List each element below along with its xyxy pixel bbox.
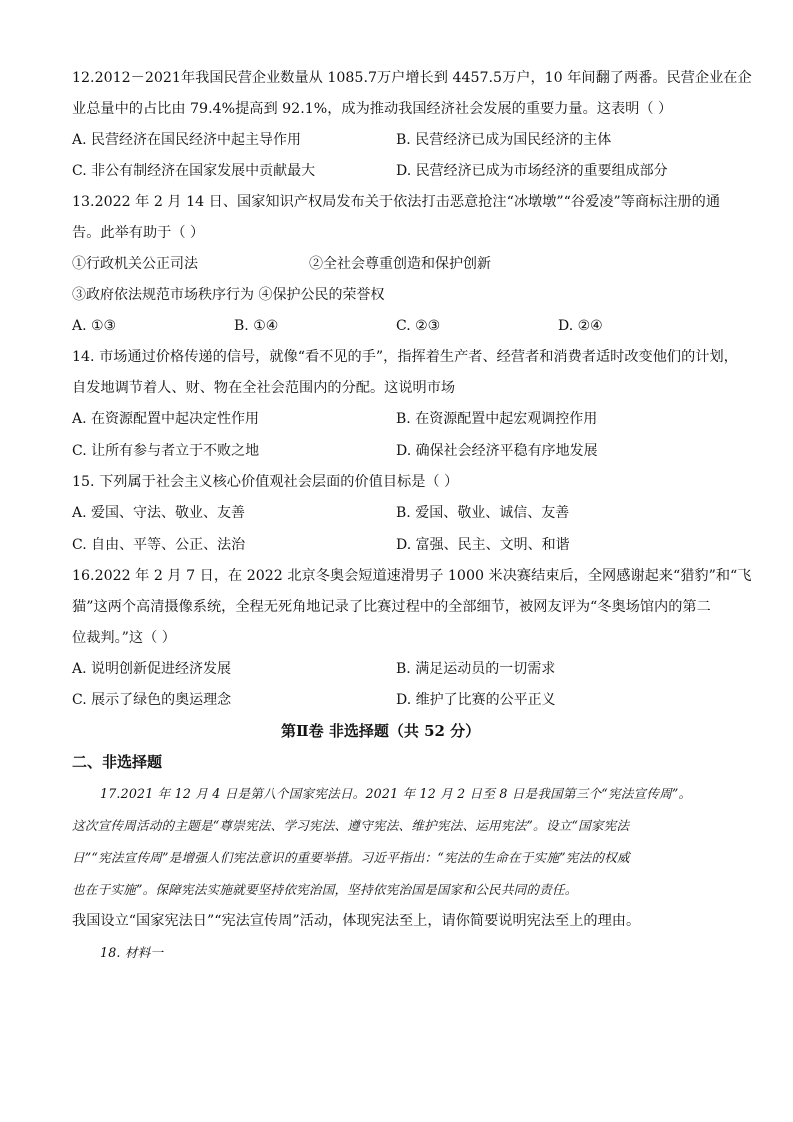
q13-option-b: B. ①④ bbox=[234, 318, 279, 334]
q14-option-d: D. 确保社会经济平稳有序地发展 bbox=[396, 443, 598, 459]
q14-option-c: C. 让所有参与者立于不败之地 bbox=[72, 443, 260, 459]
q15-option-d: D. 富强、民主、文明、和谐 bbox=[396, 537, 570, 553]
q16-stem-line1: 16.2022 年 2 月 7 日，在 2022 北京冬奥会短道速滑男子 1000 米决赛结束后，全网感谢起来“猎豹”和“飞 bbox=[72, 568, 752, 584]
q14-option-a: A. 在资源配置中起决定性作用 bbox=[72, 411, 260, 427]
q16-option-d: D. 维护了比赛的公平正义 bbox=[396, 692, 556, 708]
q17-material-line3: 日”“宪法宣传周”是增强人们宪法意识的重要举措。习近平指出：“宪法的生命在于实施”宪法的权威 bbox=[72, 850, 630, 865]
q15-option-c: C. 自由、平等、公正、法治 bbox=[72, 537, 246, 553]
q13-option-a: A. ①③ bbox=[72, 318, 117, 334]
q13-stem-line2: 告。此举有助于（ ） bbox=[72, 225, 205, 241]
q14-option-b: B. 在资源配置中起宏观调控作用 bbox=[396, 411, 598, 427]
section-heading: 二、非选择题 bbox=[72, 753, 163, 771]
q13-stem-line1: 13.2022 年 2 月 14 日、国家知识产权局发布关于依法打击恶意抢注“冰墩墩”“谷爱凌”等商标注册的通 bbox=[72, 194, 721, 210]
q16-stem-line2: 猫”这两个高清摄像系统，全程无死角地记录了比赛过程中的全部细节，被网友评为“冬奥场馆内的第二 bbox=[72, 599, 711, 615]
q13-option-c: C. ②③ bbox=[396, 318, 441, 334]
q16-option-b: B. 满足运动员的一切需求 bbox=[396, 661, 556, 677]
q12-option-c: C. 非公有制经济在国家发展中贡献最大 bbox=[72, 163, 316, 179]
q18-label: 18. 材料一 bbox=[100, 945, 164, 960]
q12-stem-line2: 业总量中的占比由 79.4%提高到 92.1%，成为推动我国经济社会发展的重要力量。这表明（ ） bbox=[72, 101, 673, 117]
q17-material-line1: 17.2021 年 12 月 4 日是第八个国家宪法日。2021 年 12 月 2 日至 8 日是我国第三个“宪法宣传周”。 bbox=[100, 786, 692, 801]
q13-item-2: ②全社会尊重创造和保护创新 bbox=[309, 256, 491, 272]
q16-stem-line3: 位裁判。”这（ ） bbox=[72, 630, 176, 646]
q15-option-b: B. 爱国、敬业、诚信、友善 bbox=[396, 505, 570, 521]
q14-stem-line2: 自发地调节着人、财、物在全社会范围内的分配。这说明市场 bbox=[72, 380, 456, 396]
q13-item-3-4: ③政府依法规范市场秩序行为 ④保护公民的荣誉权 bbox=[72, 287, 385, 303]
q12-option-a: A. 民营经济在国民经济中起主导作用 bbox=[72, 132, 302, 148]
q13-item-1: ①行政机关公正司法 bbox=[72, 256, 198, 272]
q16-option-c: C. 展示了绿色的奥运理念 bbox=[72, 692, 232, 708]
q15-option-a: A. 爱国、守法、敬业、友善 bbox=[72, 505, 246, 521]
q17-material-line2: 这次宣传周活动的主题是“尊崇宪法、学习宪法、遵守宪法、维护宪法、运用宪法”。设立“国家宪法 bbox=[72, 818, 630, 833]
q17-material-line4: 也在于实施”。保障宪法实施就要坚持依宪治国，坚持依宪治国是国家和公民共同的责任。 bbox=[72, 882, 578, 897]
q15-stem: 15. 下列属于社会主义核心价值观社会层面的价值目标是（ ） bbox=[72, 474, 459, 490]
q13-option-d: D. ②④ bbox=[558, 318, 603, 334]
q12-option-d: D. 民营经济已成为市场经济的重要组成部分 bbox=[396, 163, 668, 179]
q12-option-b: B. 民营经济已成为国民经济的主体 bbox=[396, 132, 612, 148]
q14-stem-line1: 14. 市场通过价格传递的信号，就像“看不见的手”，指挥着生产者、经营者和消费者适时改变他们的计划， bbox=[72, 349, 738, 365]
section-title: 第Ⅱ卷 非选择题（共 52 分） bbox=[281, 722, 481, 740]
q16-option-a: A. 说明创新促进经济发展 bbox=[72, 661, 232, 677]
q17-question: 我国设立“国家宪法日”“宪法宣传周”活动，体现宪法至上，请你简要说明宪法至上的理由。 bbox=[72, 913, 641, 929]
q12-stem-line1: 12.2012－2021年我国民营企业数量从 1085.7万户增长到 4457.5万户，10 年间翻了两番。民营企业在企 bbox=[72, 70, 752, 86]
